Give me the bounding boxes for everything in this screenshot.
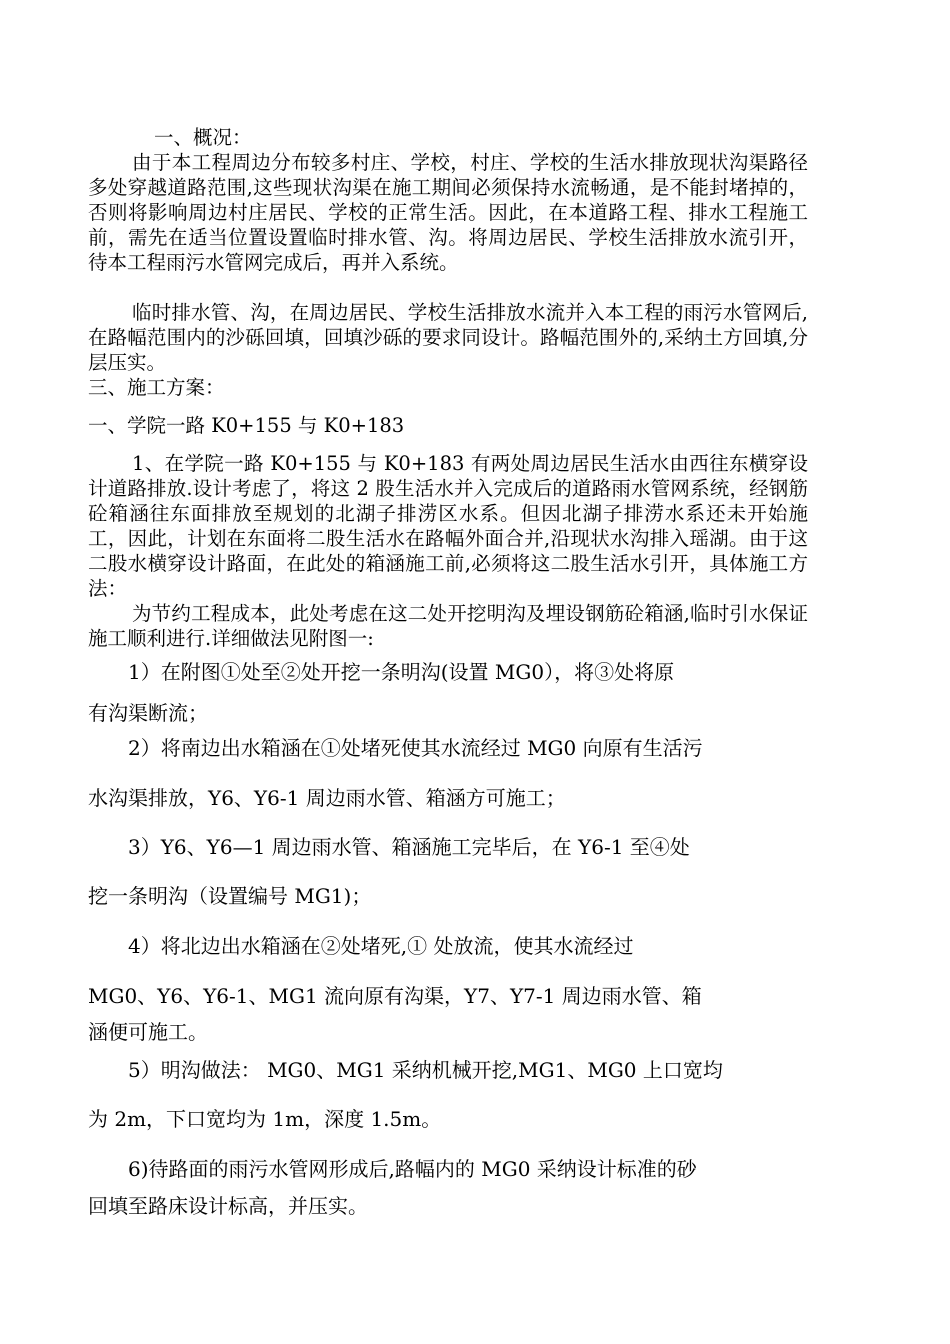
heading-construction-plan: 三、施工方案： (88, 376, 225, 399)
step-4-line-3: 涵便可施工。 (88, 1020, 208, 1044)
step-2-line-1: 2）将南边出水箱涵在①处堵死使其水流经过 MG0 向原有生活污 (128, 736, 703, 760)
step-6-line-1: 6)待路面的雨污水管网形成后,路幅内的 MG0 采纳设计标准的砂 (128, 1157, 697, 1181)
paragraph-overview-1: 由于本工程周边分布较多村庄、学校，村庄、学校的生活水排放现状沟渠路径多处穿越道路范围,这些现状沟渠在施工期间必须保持水流畅通，是不能封堵掉的，否则将影响周边村庄居民、学校的正常生活。因此，在本道路工程、排水工程施工前，需先在适当位置设置临时排水管、沟。将周边居民、学校生活排放水流引开，待本工程雨污水管网完成后，再并入系统。 (88, 151, 808, 274)
paragraph-plan-2: 为节约工程成本，此处考虑在这二处开挖明沟及埋设钢筋砼箱涵,临时引水保证施工顺利进行.详细做法见附图一: (88, 602, 808, 650)
paragraph-plan-1: 1、在学院一路 K0+155 与 K0+183 有两处周边居民生活水由西往东横穿设计道路排放.设计考虑了，将这 2 股生活水并入完成后的道路雨水管网系统，经钢筋砼箱涵往东面排放至规划的北湖子排涝区水系。但因北湖子排涝水系还未开始施工，因此，计划在东面将二股生活水在路幅外面合并,沿现状水沟排入瑶湖。由于这二股水横穿设计路面，在此处的箱涵施工前,必须将这二股生活水引开，具体施工方法： (88, 452, 808, 600)
step-1-line-1: 1）在附图①处至②处开挖一条明沟(设置 MG0），将③处将原 (128, 660, 675, 684)
heading-overview: 一、概况： (154, 126, 252, 149)
step-3-line-2: 挖一条明沟（设置编号 MG1)； (88, 884, 372, 908)
step-1-line-2: 有沟渠断流； (88, 701, 208, 725)
step-5-line-1: 5）明沟做法： MG0、MG1 采纳机械开挖,MG1、MG0 上口宽均 (128, 1058, 723, 1082)
step-4-line-2: MG0、Y6、Y6-1、MG1 流向原有沟渠，Y7、Y7-1 周边雨水管、箱 (88, 984, 702, 1008)
paragraph-overview-2: 临时排水管、沟，在周边居民、学校生活排放水流并入本工程的雨污水管网后,在路幅范围内的沙砾回填，回填沙砾的要求同设计。路幅范围外的,采纳土方回填,分层压实。 (88, 301, 808, 374)
step-4-line-1: 4）将北边出水箱涵在②处堵死,① 处放流，使其水流经过 (128, 934, 634, 958)
step-2-line-2: 水沟渠排放，Y6、Y6-1 周边雨水管、箱涵方可施工； (88, 786, 566, 810)
step-5-line-2: 为 2m，下口宽均为 1m，深度 1.5m。 (88, 1107, 442, 1131)
step-6-line-2: 回填至路床设计标高，并压实。 (88, 1194, 368, 1218)
heading-section-1: 一、学院一路 K0+155 与 K0+183 (88, 414, 405, 437)
step-3-line-1: 3）Y6、Y6—1 周边雨水管、箱涵施工完毕后，在 Y6-1 至④处 (128, 835, 690, 859)
